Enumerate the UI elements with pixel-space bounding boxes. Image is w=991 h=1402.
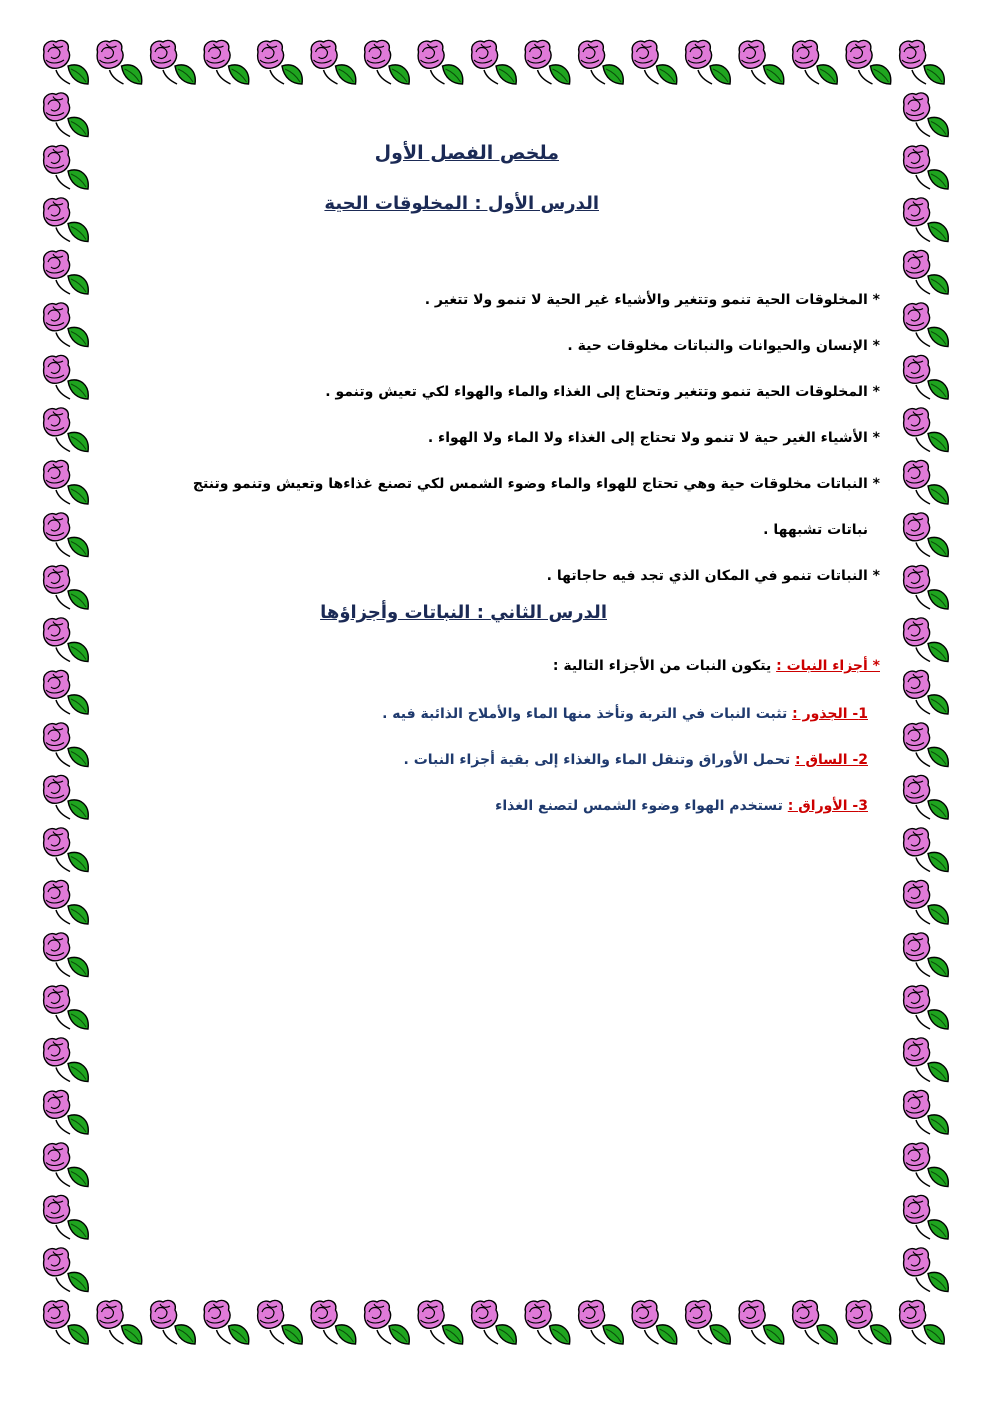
lesson1-point: * النباتات تنمو في المكان الذي تجد فيه حاجاتها . <box>546 568 880 584</box>
pink-rose-icon <box>44 355 89 399</box>
pink-rose-icon <box>904 933 949 977</box>
pink-rose-icon <box>44 933 89 977</box>
pink-rose-icon <box>739 40 784 84</box>
pink-rose-icon <box>44 880 89 924</box>
pink-rose-icon <box>44 1248 89 1292</box>
pink-rose-icon <box>44 1195 89 1239</box>
pink-rose-icon <box>904 880 949 924</box>
pink-rose-icon <box>793 1300 838 1344</box>
lesson1-point: * المخلوقات الحية تنمو وتتغير وتحتاج إلى الغذاء والماء والهواء لكي تعيش وتنمو . <box>325 384 880 400</box>
pink-rose-icon <box>904 985 949 1029</box>
pink-rose-icon <box>97 40 142 84</box>
plant-part-leaves <box>120 796 880 816</box>
lesson1-point: * المخلوقات الحية تنمو وتتغير والأشياء غير الحية لا تنمو ولا تتغير . <box>424 292 880 308</box>
pink-rose-icon <box>904 250 949 294</box>
pink-rose-icon <box>258 1300 303 1344</box>
pink-rose-icon <box>44 723 89 767</box>
pink-rose-icon <box>44 985 89 1029</box>
part-text: تحمل الأوراق وتنقل الماء والغذاء إلى بقية أجزاء النبات . <box>403 752 791 768</box>
pink-rose-icon <box>900 40 945 84</box>
pink-rose-icon <box>904 565 949 609</box>
pink-rose-icon <box>151 1300 196 1344</box>
pink-rose-icon <box>904 408 949 452</box>
plant-parts-label: * أجزاء النبات : <box>776 658 880 674</box>
pink-rose-icon <box>579 40 624 84</box>
pink-rose-icon <box>44 1090 89 1134</box>
pink-rose-icon <box>632 1300 677 1344</box>
pink-rose-icon <box>472 40 517 84</box>
pink-rose-icon <box>44 1143 89 1187</box>
pink-rose-icon <box>365 40 410 84</box>
pink-rose-icon <box>472 1300 517 1344</box>
pink-rose-icon <box>846 1300 891 1344</box>
pink-rose-icon <box>44 460 89 504</box>
plant-part-roots <box>120 704 880 724</box>
pink-rose-icon <box>44 145 89 189</box>
lesson2-title: الدرس الثاني : النباتات وأجزاؤها <box>320 602 607 623</box>
lesson1-point: * النباتات مخلوقات حية وهي تحتاج للهواء والماء وضوء الشمس لكي تصنع غذاءها وتعيش وتنمو وتنتج <box>192 476 880 492</box>
pink-rose-icon <box>904 1143 949 1187</box>
plant-part-stem <box>120 750 880 770</box>
pink-rose-icon <box>904 1038 949 1082</box>
pink-rose-icon <box>44 618 89 662</box>
part-text: تثبت النبات في التربة وتأخذ منها الماء والأملاح الذائبة فيه . <box>382 706 788 722</box>
part-label: 1- الجذور : <box>792 706 868 722</box>
pink-rose-icon <box>904 513 949 557</box>
pink-rose-icon <box>44 670 89 714</box>
pink-rose-icon <box>904 198 949 242</box>
pink-rose-icon <box>365 1300 410 1344</box>
pink-rose-icon <box>44 303 89 347</box>
pink-rose-icon <box>44 198 89 242</box>
part-label: 3- الأوراق : <box>787 798 868 814</box>
pink-rose-icon <box>525 1300 570 1344</box>
part-text: تستخدم الهواء وضوء الشمس لتصنع الغذاء <box>495 798 783 814</box>
part-label: 2- الساق : <box>795 752 868 768</box>
pink-rose-icon <box>904 670 949 714</box>
pink-rose-icon <box>904 460 949 504</box>
plant-parts-intro <box>120 656 880 676</box>
page-title: ملخص الفصل الأول <box>374 142 559 164</box>
pink-rose-icon <box>204 40 249 84</box>
summary-page <box>100 110 880 1290</box>
pink-rose-icon <box>44 565 89 609</box>
pink-rose-icon <box>44 828 89 872</box>
lesson1-point: نباتات تشبهها . <box>763 522 868 538</box>
lesson1-point: * الأشياء الغير حية لا تنمو ولا تحتاج إلى الغذاء ولا الماء ولا الهواء . <box>427 430 880 446</box>
pink-rose-icon <box>904 775 949 819</box>
pink-rose-icon <box>904 93 949 137</box>
pink-rose-icon <box>632 40 677 84</box>
pink-rose-icon <box>44 93 89 137</box>
pink-rose-icon <box>904 303 949 347</box>
lesson1-point: * الإنسان والحيوانات والنباتات مخلوقات حية . <box>567 338 880 354</box>
pink-rose-icon <box>904 145 949 189</box>
pink-rose-icon <box>418 1300 463 1344</box>
pink-rose-icon <box>904 828 949 872</box>
pink-rose-icon <box>525 40 570 84</box>
pink-rose-icon <box>846 40 891 84</box>
pink-rose-icon <box>44 40 89 84</box>
pink-rose-icon <box>418 40 463 84</box>
pink-rose-icon <box>44 250 89 294</box>
pink-rose-icon <box>900 1300 945 1344</box>
pink-rose-icon <box>579 1300 624 1344</box>
pink-rose-icon <box>97 1300 142 1344</box>
pink-rose-icon <box>686 40 731 84</box>
pink-rose-icon <box>44 1038 89 1082</box>
lesson1-title: الدرس الأول : المخلوقات الحية <box>324 193 599 214</box>
plant-parts-text: يتكون النبات من الأجزاء التالية : <box>552 658 772 674</box>
pink-rose-icon <box>793 40 838 84</box>
pink-rose-icon <box>686 1300 731 1344</box>
pink-rose-icon <box>904 618 949 662</box>
pink-rose-icon <box>258 40 303 84</box>
pink-rose-icon <box>311 1300 356 1344</box>
pink-rose-icon <box>44 408 89 452</box>
pink-rose-icon <box>44 513 89 557</box>
pink-rose-icon <box>904 1090 949 1134</box>
pink-rose-icon <box>311 40 356 84</box>
pink-rose-icon <box>151 40 196 84</box>
pink-rose-icon <box>904 1195 949 1239</box>
pink-rose-icon <box>204 1300 249 1344</box>
pink-rose-icon <box>904 355 949 399</box>
pink-rose-icon <box>904 1248 949 1292</box>
pink-rose-icon <box>44 775 89 819</box>
pink-rose-icon <box>44 1300 89 1344</box>
pink-rose-icon <box>904 723 949 767</box>
pink-rose-icon <box>739 1300 784 1344</box>
